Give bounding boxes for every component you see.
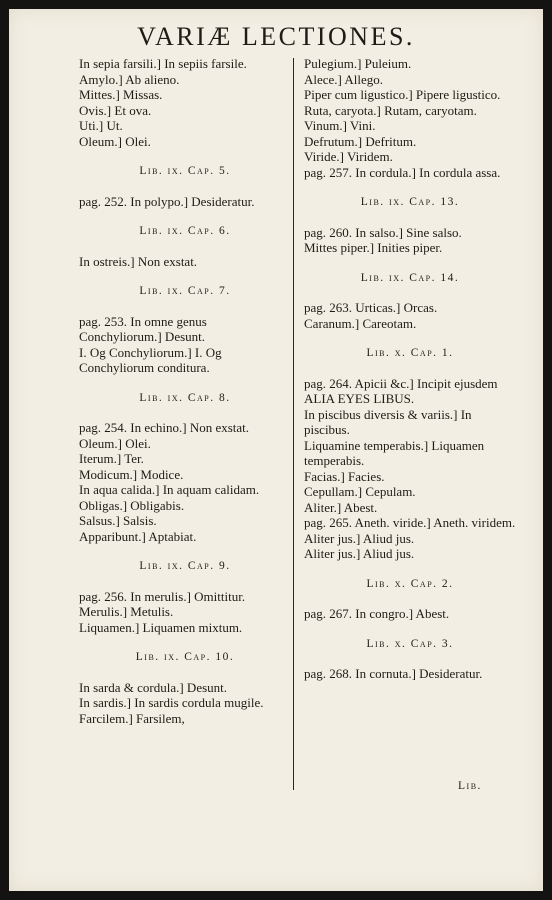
entry: Defrutum.] Defritum. bbox=[304, 133, 417, 149]
entry: I. Og Conchyliorum.] I. Og Conchyliorum conditura. bbox=[79, 344, 222, 375]
entry: Alece.] Allego. bbox=[304, 71, 384, 87]
entry: Oleum.] Olei. bbox=[79, 435, 151, 451]
page-title: VARIÆ LECTIONES. bbox=[137, 22, 415, 51]
entry: Aliter jus.] Aliud jus. bbox=[304, 546, 415, 561]
entry: Piper cum ligustico.] Pipere ligustico. bbox=[304, 87, 501, 102]
chapter-heading: Lib. ix. Cap. 10. bbox=[135, 651, 235, 663]
entry: In ostreis.] Non exstat. bbox=[79, 253, 198, 269]
entry: In piscibus diversis & variis.] In piscibus. bbox=[304, 406, 472, 437]
entry: Iterum.] Ter. bbox=[79, 451, 144, 466]
entry: In sarda & cordula.] Desunt. bbox=[79, 679, 228, 695]
entry: Aliter.] Abest. bbox=[304, 499, 378, 515]
entry: Caranum.] Careotam. bbox=[304, 315, 417, 331]
entry: Facias.] Facies. bbox=[304, 468, 385, 484]
entry: Obligas.] Obligabis. bbox=[79, 497, 185, 513]
entry: pag. 252. In polypo.] Desideratur. bbox=[79, 193, 255, 209]
entry: Ruta, caryota.] Rutam, caryotam. bbox=[304, 102, 477, 118]
entry: Oleum.] Olei. bbox=[79, 133, 151, 149]
entry: Liquamen.] Liquamen mixtum. bbox=[79, 619, 243, 635]
entry: Mittes piper.] Inities piper. bbox=[304, 240, 443, 255]
entry: In aqua calida.] In aquam calidam. bbox=[79, 482, 260, 497]
chapter-heading: Lib. ix. Cap. 7. bbox=[139, 285, 231, 297]
chapter-heading: Lib. ix. Cap. 14. bbox=[360, 271, 460, 284]
chapter-heading: Lib. ix. Cap. 13. bbox=[360, 196, 460, 208]
chapter-heading: Lib. x. Cap. 2. bbox=[366, 577, 454, 590]
entry: pag. 260. In salso.] Sine salso. bbox=[304, 224, 462, 240]
entry: pag. 267. In congro.] Abest. bbox=[304, 606, 450, 621]
entry: Salsus.] Salsis. bbox=[79, 513, 157, 528]
catchword: Lib. bbox=[458, 780, 482, 792]
entry: Amylo.] Ab alieno. bbox=[79, 71, 180, 87]
entry: In sardis.] In sardis cordula mugile. bbox=[79, 695, 264, 710]
entry: pag. 265. Aneth. viride.] Aneth. viridem. bbox=[304, 515, 516, 530]
entry: pag. 264. Apicii &c.] Incipit ejusdem ALIA EYES LIBUS. bbox=[304, 375, 498, 406]
entry: Apparibunt.] Aptabiat. bbox=[79, 528, 197, 544]
entry: Pulegium.] Puleium. bbox=[304, 56, 412, 71]
chapter-heading: Lib. x. Cap. 3. bbox=[366, 637, 454, 650]
entry: Uti.] Ut. bbox=[79, 118, 123, 133]
entry: Ovis.] Et ova. bbox=[79, 102, 152, 118]
chapter-heading: Lib. ix. Cap. 5. bbox=[139, 165, 231, 177]
entry: Viride.] Viridem. bbox=[304, 149, 393, 164]
entry: pag. 253. In omne genus Conchyliorum.] Desunt. bbox=[79, 313, 207, 344]
entry: In sepia farsili.] In sepiis farsile. bbox=[79, 56, 247, 71]
entry: pag. 263. Urticas.] Orcas. bbox=[304, 300, 438, 315]
chapter-heading: Lib. ix. Cap. 8. bbox=[139, 391, 231, 404]
entry: Liquamine temperabis.] Liquamen temperabis. bbox=[304, 437, 485, 468]
entry: Farcilem.] Farsilem, bbox=[79, 710, 185, 726]
chapter-heading: Lib. ix. Cap. 6. bbox=[139, 225, 231, 237]
column-divider bbox=[293, 58, 294, 790]
right-column bbox=[304, 56, 516, 682]
left-column bbox=[79, 56, 291, 726]
entry: Modicum.] Modice. bbox=[79, 466, 184, 482]
entry: Aliter jus.] Aliud jus. bbox=[304, 530, 415, 546]
chapter-heading: Lib. ix. Cap. 9. bbox=[139, 560, 231, 572]
entry: Mittes.] Missas. bbox=[79, 87, 163, 102]
entry: pag. 268. In cornuta.] Desideratur. bbox=[304, 666, 483, 681]
entry: pag. 254. In echino.] Non exstat. bbox=[79, 420, 250, 435]
entry: Vinum.] Vini. bbox=[304, 118, 376, 133]
chapter-heading: Lib. x. Cap. 1. bbox=[366, 347, 454, 359]
entry: pag. 257. In cordula.] In cordula assa. bbox=[304, 164, 501, 180]
entry: Merulis.] Metulis. bbox=[79, 604, 174, 619]
entry: Cepullam.] Cepulam. bbox=[304, 484, 416, 499]
entry: pag. 256. In merulis.] Omittitur. bbox=[79, 588, 246, 604]
